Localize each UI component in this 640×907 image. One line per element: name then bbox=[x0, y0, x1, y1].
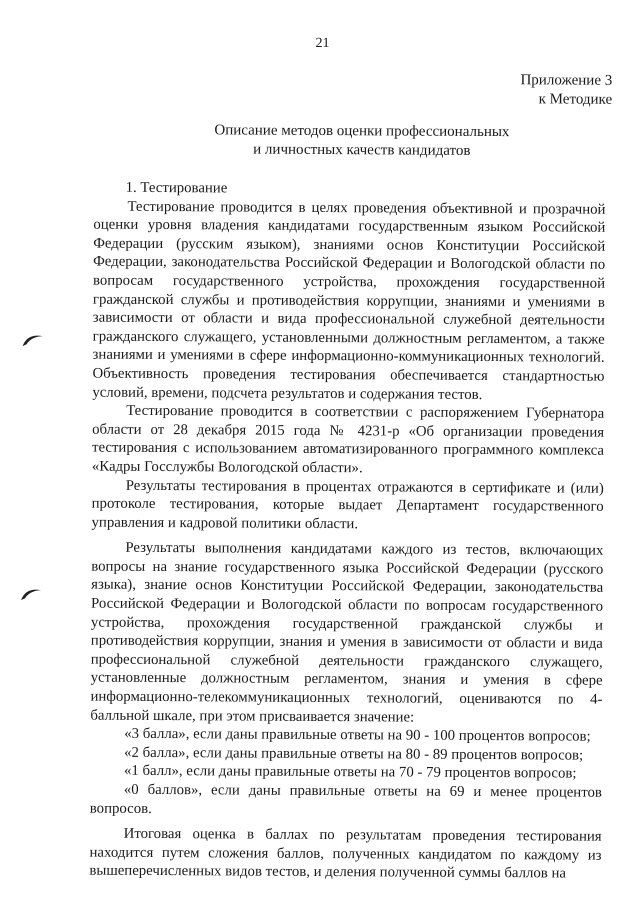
title-line-1: Описание методов оценки профессиональных bbox=[214, 122, 510, 141]
document-title bbox=[182, 121, 542, 161]
list-item: «1 балл», если даны правильные ответы на 70 - 79 процентов вопросов; bbox=[123, 763, 577, 782]
document-body bbox=[89, 179, 605, 884]
paragraph: Итоговая оценка в баллах по результатам проведения тестирования находится путем сложения баллов, полученных кандидатом по каждому из вышеперечисленных видов тестов, и деления полученной суммы баллов на bbox=[89, 825, 602, 882]
title-line-2: и личностных качеств кандидатов bbox=[253, 141, 471, 159]
paragraph: Тестирование проводится в целях проведения объективной и прозрачной оценки уровня владения кандидатами государственным языком Российской Федерации (русским языком), знаниями основ Конституции Российской Федерации, законодательства Российской Федерации и Вологодской области по вопросам государственного устройства, прохождения государственной гражданской службы и противодействия коррупции, знаниями и умениями в зависимости от области и вида профессиональной служебной деятельности гражданского служащего, установленными должностным регламентом, а также знаниями и умениями в сфере информационно-коммуникационных технологий. Объективность проведения тестирования обеспечивается стандартностью условий, времени, подсчета результатов и содержания тестов. bbox=[92, 198, 606, 403]
paragraph: Тестирование проводится в соответствии с распоряжением Губернатора области от 28 декабря 2015 года № 4231-р «Об организации проведения тестирования с использованием автоматизированного программного комплекса «Кадры Госслужбы Вологодской области». bbox=[91, 402, 605, 477]
appendix-line-2: к Методике bbox=[538, 91, 613, 108]
appendix-label bbox=[520, 71, 612, 110]
paragraph: Результаты тестирования в процентах отражаются в сертификате и (или) протоколе тестирования, которые выдает Департамент государственного управления и кадровой политики области. bbox=[91, 477, 604, 532]
list-item: «3 балла», если даны правильные ответы на 90 - 100 процентов вопросов; bbox=[124, 726, 591, 745]
paragraph: Результаты выполнения кандидатами каждого из тестов, включающих вопросы на знание государственного языка Российской Федерации (русского языка), знание основ Конституции Российской Федерации, законодательства Российской Федерации и Вологодской области по вопросам государственного устройства, прохождения государственной гражданской службы и противодействия коррупции, знания и умения в зависимости от области и вида профессиональной служебной деятельности гражданского служащего, установленные должностным регламентом, знания и умения в сфере информационно-телекоммуникационных технологий, оцениваются по 4-балльной шкале, при этом присваивается значение: bbox=[90, 540, 604, 726]
list-item: «0 баллов», если даны правильные ответы на 69 и менее процентов вопросов. bbox=[89, 781, 602, 817]
punch-mark-icon bbox=[21, 332, 45, 350]
page-number: 21 bbox=[315, 35, 330, 52]
list-item: «2 балла», если даны правильные ответы на 80 - 89 процентов вопросов; bbox=[124, 744, 584, 764]
punch-mark-icon bbox=[19, 586, 43, 604]
section-heading: 1. Тестирование bbox=[125, 179, 228, 197]
appendix-line-1: Приложение 3 bbox=[520, 72, 613, 89]
